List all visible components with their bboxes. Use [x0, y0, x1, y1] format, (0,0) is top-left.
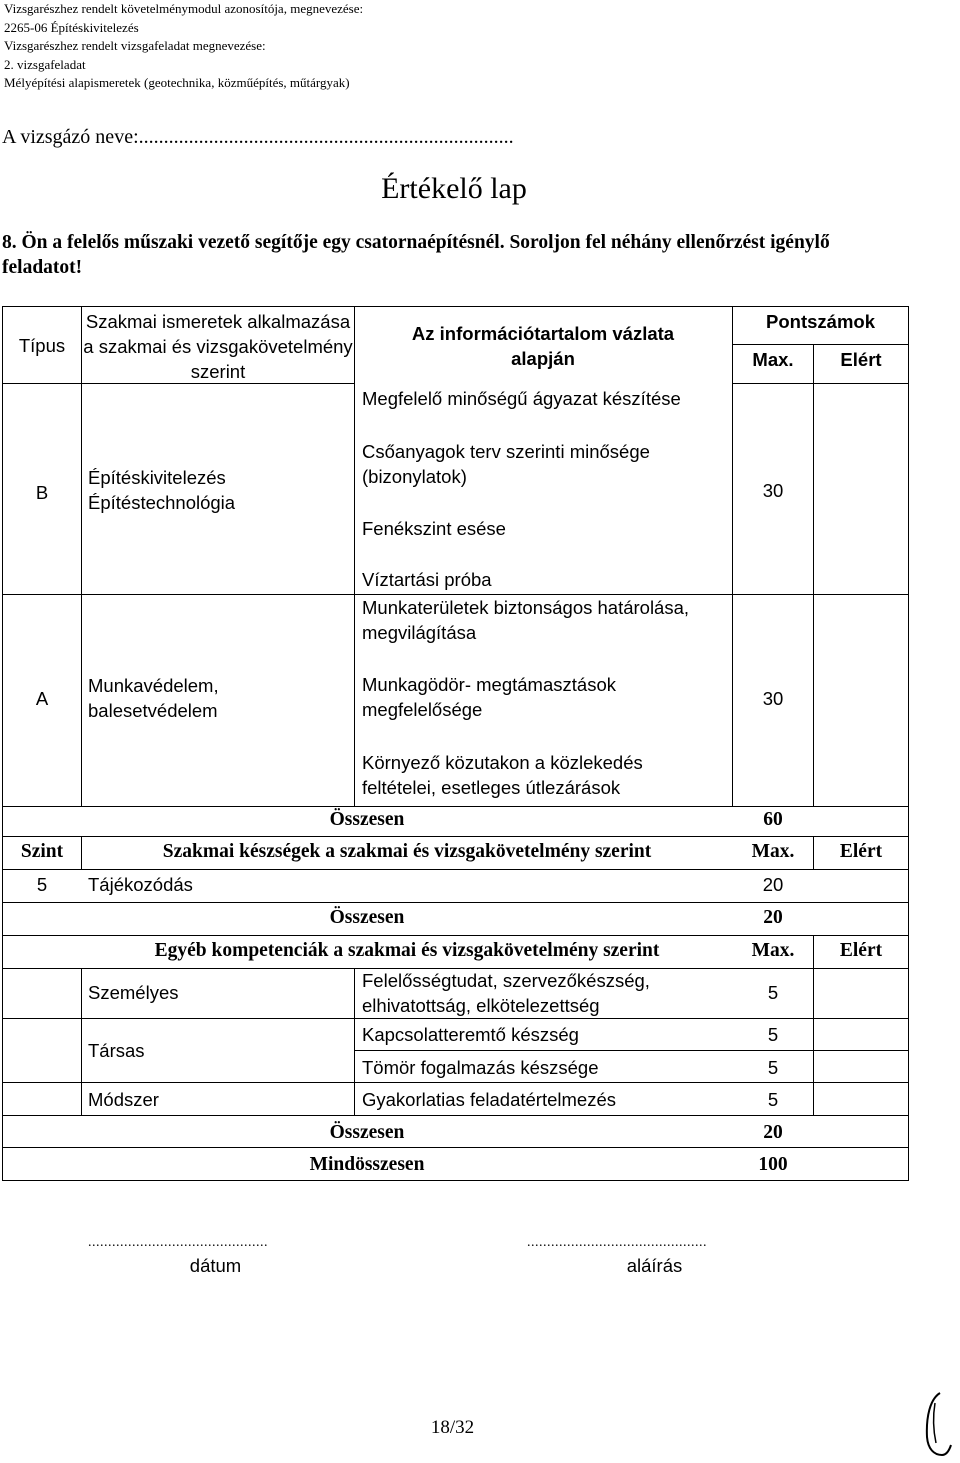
skills-total-label: Összesen — [329, 907, 405, 928]
col-points-header: Pontszámok — [766, 311, 875, 332]
row-b-item: Csőanyagok terv szerinti minősége (bizonylatok) — [362, 441, 650, 487]
row-b-type: B — [35, 482, 49, 503]
skills-total: 20 — [763, 907, 783, 928]
col-got-header: Elért — [840, 349, 882, 370]
skills-title: Szakmai készségek a szakmai és vizsgakövetelmény szerint — [162, 841, 652, 862]
personal-label: Személyes — [88, 982, 179, 1003]
row-a-item: Munkaterületek biztonságos határolása, megvilágítása — [362, 597, 690, 643]
row-b-area: Építéskivitelezés — [88, 467, 226, 488]
method-label: Módszer — [88, 1089, 159, 1110]
col-max-header: Max. — [752, 349, 794, 370]
col-skills-header: Szakmai ismeretek alkalmazása a szakmai és vizsgakövetelmény szerint — [83, 311, 353, 382]
social-max: 5 — [767, 1057, 779, 1078]
col-type-header: Típus — [18, 335, 66, 356]
personal-max: 5 — [767, 982, 779, 1003]
signature-field[interactable]: ............................................. — [527, 1235, 707, 1250]
task-text: 8. Ön a felelős műszaki vezető segítője egy csatornaépítésnél. Soroljon fel néhány ellenőrzést igénylő feladatot! — [2, 232, 830, 278]
personal-item: Felelősségtudat, szervezőkészség, elhivatottság, elkötelezettség — [362, 970, 650, 1016]
social-item: Kapcsolatteremtő készség — [362, 1024, 579, 1045]
social-item: Tömör fogalmazás készsége — [362, 1057, 599, 1078]
row-b-item: Víztartási próba — [362, 569, 492, 590]
other-max-header: Max. — [751, 940, 795, 961]
row-a-area: Munkavédelem, balesetvédelem — [88, 675, 219, 721]
subtotal-label: Összesen — [329, 809, 405, 830]
handwritten-signature — [918, 1385, 958, 1460]
document-header — [4, 0, 363, 93]
other-total: 20 — [763, 1122, 783, 1143]
row-a-item: Környező közutakon a közlekedés feltételei, esetleges útlezárások — [362, 752, 643, 798]
candidate-name-field[interactable]: A vizsgázó neve:........................................................................... — [2, 126, 514, 148]
method-item: Gyakorlatias feladatértelmezés — [362, 1089, 616, 1110]
row-a-type: A — [35, 688, 49, 709]
page-number: 18/32 — [430, 1417, 475, 1438]
row-a-item: Munkagödör- megtámasztások megfelelősége — [362, 674, 616, 720]
grand-total: 100 — [758, 1154, 788, 1175]
grand-total-label: Mindösszesen — [309, 1154, 425, 1175]
social-max: 5 — [767, 1024, 779, 1045]
signature-label: aláírás — [626, 1255, 683, 1276]
date-label: dátum — [189, 1255, 242, 1276]
skills-max: 20 — [762, 874, 784, 895]
header-line: Vizsgarészhez rendelt követelménymodul azonosítója, megnevezése: — [4, 1, 364, 16]
header-line: 2. vizsgafeladat — [4, 56, 86, 72]
skills-max-header: Max. — [751, 841, 795, 862]
header-line: 2265-06 Építéskivitelezés — [4, 19, 139, 35]
row-b-max: 30 — [762, 480, 784, 501]
skills-level-header: Szint — [20, 841, 64, 862]
skills-got-header: Elért — [839, 841, 883, 862]
other-title: Egyéb kompetenciák a szakmai és vizsgakövetelmény szerint — [154, 940, 660, 961]
skills-item: Tájékozódás — [88, 874, 193, 895]
social-label: Társas — [88, 1040, 145, 1061]
col-outline-header: Az információtartalom vázlata alapján — [411, 323, 675, 369]
header-line: Mélyépítési alapismeretek (geotechnika, közműépítés, műtárgyak) — [4, 75, 350, 90]
row-b-item: Fenékszint esése — [362, 518, 506, 539]
skills-level: 5 — [36, 874, 48, 895]
sheet-title: Értékelő lap — [381, 172, 527, 205]
other-got-header: Elért — [839, 940, 883, 961]
date-field[interactable]: ............................................. — [88, 1235, 268, 1250]
row-b-area: Építéstechnológia — [88, 492, 236, 513]
subtotal-value: 60 — [763, 809, 783, 830]
row-a-max: 30 — [762, 688, 784, 709]
other-total-label: Összesen — [329, 1122, 405, 1143]
method-max: 5 — [767, 1089, 779, 1110]
row-b-item: Megfelelő minőségű ágyazat készítése — [362, 388, 681, 409]
header-line: Vizsgarészhez rendelt vizsgafeladat megnevezése: — [4, 38, 266, 53]
